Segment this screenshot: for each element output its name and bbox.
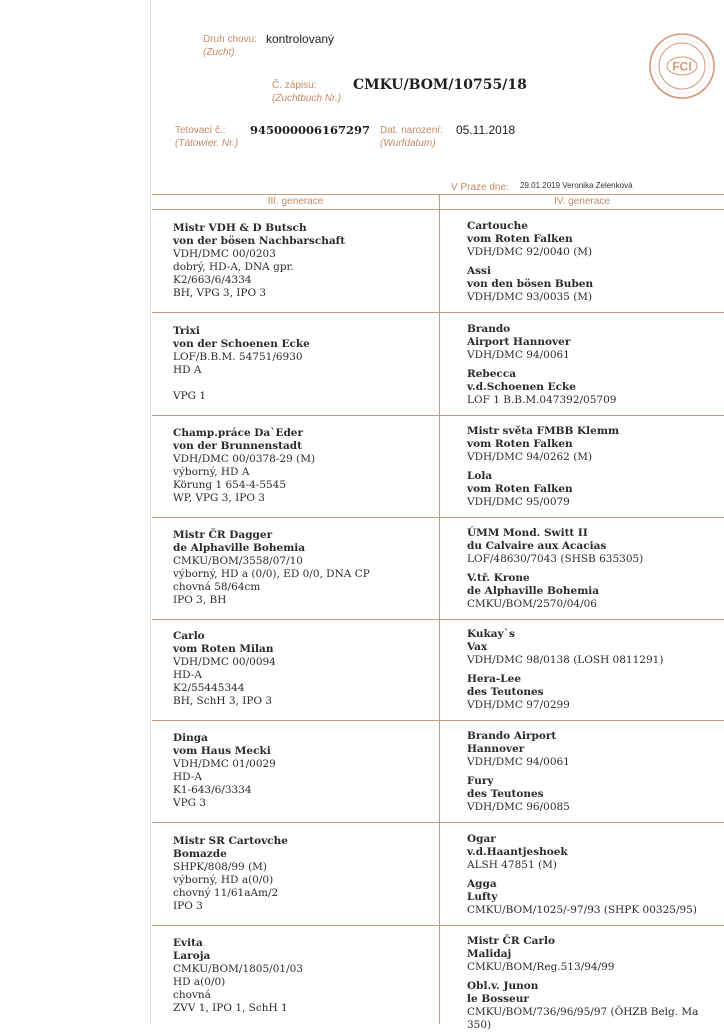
ancestor-name-line: Kukay`s — [467, 628, 515, 640]
ancestor-detail-line: ALSH 47851 (M) — [467, 859, 557, 871]
dog-detail-line: výborný, HD a (0/0), ED 0/0, DNA CP — [173, 568, 370, 580]
dog-name-line: Laroja — [173, 950, 211, 962]
dog-name-line: Carlo — [173, 630, 205, 642]
dog-detail-line: HD-A — [173, 669, 202, 681]
ancestor-name-line: Airport Hannover — [467, 336, 571, 348]
column-divider — [439, 194, 440, 1024]
dog-detail-line: BH, SchH 3, IPO 3 — [173, 695, 273, 707]
third-generation-cell — [173, 529, 433, 607]
dog-detail-line: K2/55445344 — [173, 682, 245, 694]
dog-detail-line: BH, VPG 3, IPO 3 — [173, 287, 267, 299]
ancestor-detail-line: LOF/48630/7043 (SHSB 635305) — [467, 553, 644, 565]
ancestor-name-line: Hera-Lee — [467, 673, 522, 685]
ancestor-name-line: Brando Airport — [467, 730, 557, 742]
ancestor-detail-line: VDH/DMC 92/0040 (M) — [467, 246, 593, 258]
third-generation-cell — [173, 937, 433, 1015]
tattoo-label: Tetovací č.: (Tätowier. Nr.) — [175, 125, 239, 149]
dog-detail-line: VPG 1 — [173, 390, 207, 402]
dog-name-line: Mistr ČR Dagger — [173, 529, 273, 541]
dog-name-line: von der Brunnenstadt — [173, 440, 302, 452]
ancestor-name-line: V.tř. Krone — [467, 572, 530, 584]
row-separator — [152, 517, 724, 518]
third-generation-cell — [173, 325, 433, 403]
ancestor-name-line: Lola — [467, 470, 493, 482]
ancestor-name-line: Ogar — [467, 833, 496, 845]
ancestor-detail-line: VDH/DMC 94/0262 (M) — [467, 451, 593, 463]
ancestor-name-line: v.d.Schoenen Ecke — [467, 381, 576, 393]
dog-detail-line: IPO 3, BH — [173, 594, 227, 606]
ancestor-name-line: Mistr světa FMBB Klemm — [467, 425, 620, 437]
ancestor-name-line: ÚMM Mond. Switt II — [467, 527, 588, 539]
fourth-generation-cell — [467, 833, 721, 917]
ancestor-detail-line: CMKU/BOM/1025/-97/93 (SHPK 00325/95) — [467, 904, 697, 916]
dog-detail-line: chovný 11/61aAm/2 — [173, 887, 279, 899]
fci-seal-icon — [648, 32, 716, 100]
dob-label: Dat. narození: (Wurfdatum) — [380, 125, 443, 149]
ancestor-name-line: Agga — [467, 878, 497, 890]
ancestor-name-line: von den bösen Buben — [467, 278, 594, 290]
dog-name-line: vom Roten Milan — [173, 643, 274, 655]
ancestor-name-line: Assi — [467, 265, 491, 277]
ancestor-name-line: Brando — [467, 323, 511, 335]
ancestor-detail-line: VDH/DMC 94/0061 — [467, 756, 570, 768]
ancestor-detail-line: VDH/DMC 96/0085 — [467, 801, 570, 813]
issued-value: 29.01.2019 Veronika Zelenková — [520, 181, 633, 190]
dog-name-line: von der bösen Nachbarschaft — [173, 235, 346, 247]
ancestor-detail-line: VDH/DMC 98/0138 (LOSH 0811291) — [467, 654, 664, 666]
row-separator — [152, 925, 724, 926]
dob-value: 05.11.2018 — [456, 123, 516, 137]
ancestor-name-line: des Teutones — [467, 686, 544, 698]
row-separator — [152, 822, 724, 823]
ancestor-name-line: vom Roten Falken — [467, 438, 573, 450]
third-generation-cell — [173, 222, 433, 300]
third-generation-cell — [173, 427, 433, 505]
dog-detail-line: VDH/DMC 01/0029 — [173, 758, 276, 770]
row-separator — [152, 619, 724, 620]
third-generation-cell — [173, 835, 433, 913]
ancestor-name-line: des Teutones — [467, 788, 544, 800]
third-generation-cell — [173, 630, 433, 708]
dog-detail-line: výborný, HD a(0/0) — [173, 874, 274, 886]
ancestor-name-line: Fury — [467, 775, 494, 787]
header-bottom-line — [152, 209, 724, 210]
dog-name-line: Trixi — [173, 325, 200, 337]
fourth-generation-header: IV. generace — [554, 196, 610, 207]
breed-type-label: Druh chovu: (Zucht) — [203, 34, 257, 58]
issued-label: V Praze dne: — [451, 182, 509, 193]
dog-detail-line: dobrý, HD-A, DNA gpr. — [173, 261, 294, 273]
page-edge — [150, 0, 151, 1024]
ancestor-name-line: Vax — [467, 641, 488, 653]
ancestor-name-line: le Bosseur — [467, 993, 529, 1005]
dog-detail-line: SHPK/808/99 (M) — [173, 861, 268, 873]
third-generation-cell — [173, 732, 433, 810]
ancestor-name-line: Rebecca — [467, 368, 517, 380]
dog-detail-line — [173, 377, 433, 390]
dog-detail-line: VDH/DMC 00/0094 — [173, 656, 276, 668]
third-generation-header: III. generace — [267, 196, 324, 207]
dog-detail-line: CMKU/BOM/3558/07/10 — [173, 555, 303, 567]
ancestor-name-line: de Alphaville Bohemia — [467, 585, 600, 597]
studbook-number: CMKU/BOM/10755/18 — [353, 77, 527, 93]
row-separator — [152, 415, 724, 416]
dog-detail-line: VDH/DMC 00/0203 — [173, 248, 276, 260]
dog-detail-line: výborný, HD A — [173, 466, 250, 478]
fourth-generation-cell — [467, 220, 721, 304]
dog-detail-line: HD A — [173, 364, 202, 376]
dog-detail-line: VDH/DMC 00/0378-29 (M) — [173, 453, 316, 465]
ancestor-name-line: v.d.Haantjeshoek — [467, 846, 568, 858]
dog-name-line: Champ.práce Da`Eder — [173, 427, 304, 439]
fourth-generation-cell — [467, 935, 721, 1032]
dog-detail-line: Körung 1 654-4-5545 — [173, 479, 287, 491]
fourth-generation-cell — [467, 628, 721, 712]
dog-name-line: Evita — [173, 937, 203, 949]
ancestor-name-line: Malidaj — [467, 948, 512, 960]
breed-type-value: kontrolovaný — [266, 32, 335, 46]
ancestor-detail-line: CMKU/BOM/Reg.513/94/99 — [467, 961, 615, 973]
dog-detail-line: chovná 58/64cm — [173, 581, 261, 593]
ancestor-detail-line: CMKU/BOM/2570/04/06 — [467, 598, 597, 610]
fourth-generation-cell — [467, 323, 721, 407]
dog-detail-line: chovná — [173, 989, 211, 1001]
dog-name-line: Mistr SR Cartovche — [173, 835, 288, 847]
row-separator — [152, 312, 724, 313]
ancestor-detail-line: VDH/DMC 97/0299 — [467, 699, 570, 711]
ancestor-name-line: du Calvaire aux Acacias — [467, 540, 607, 552]
dog-name-line: de Alphaville Bohemia — [173, 542, 306, 554]
ancestor-name-line: Cartouche — [467, 220, 528, 232]
dog-detail-line: HD-A — [173, 771, 202, 783]
dog-name-line: Bomazde — [173, 848, 227, 860]
dog-detail-line: IPO 3 — [173, 900, 203, 912]
dog-detail-line: WP, VPG 3, IPO 3 — [173, 492, 265, 504]
dog-name-line: Dinga — [173, 732, 208, 744]
ancestor-name-line: Obl.v. Junon — [467, 980, 539, 992]
fourth-generation-cell — [467, 730, 721, 814]
fci-seal-text: FCI — [672, 59, 692, 74]
ancestor-name-line: Mistr ČR Carlo — [467, 935, 555, 947]
dog-detail-line: LOF/B.B.M. 54751/6930 — [173, 351, 303, 363]
ancestor-detail-line: VDH/DMC 94/0061 — [467, 349, 570, 361]
dog-detail-line: K2/663/6/4334 — [173, 274, 252, 286]
ancestor-name-line: Hannover — [467, 743, 525, 755]
ancestor-name-line: vom Roten Falken — [467, 483, 573, 495]
ancestor-detail-line: CMKU/BOM/736/96/95/97 (ÖHZB Belg. Ma 350) — [467, 1006, 699, 1031]
dog-name-line: von der Schoenen Ecke — [173, 338, 310, 350]
dog-detail-line: HD a(0/0) — [173, 976, 226, 988]
ancestor-detail-line: LOF 1 B.B.M.047392/05709 — [467, 394, 617, 406]
dog-detail-line: ZVV 1, IPO 1, SchH 1 — [173, 1002, 288, 1014]
dog-detail-line: CMKU/BOM/1805/01/03 — [173, 963, 303, 975]
fourth-generation-cell — [467, 425, 721, 509]
dog-name-line: vom Haus Mecki — [173, 745, 271, 757]
tattoo-number: 945000006167297 — [250, 123, 371, 137]
dog-detail-line: VPG 3 — [173, 797, 207, 809]
dog-name-line: Mistr VDH & D Butsch — [173, 222, 307, 234]
row-separator — [152, 720, 724, 721]
dog-detail-line: K1-643/6/3334 — [173, 784, 252, 796]
ancestor-detail-line: VDH/DMC 93/0035 (M) — [467, 291, 593, 303]
ancestor-name-line: vom Roten Falken — [467, 233, 573, 245]
ancestor-detail-line: VDH/DMC 95/0079 — [467, 496, 570, 508]
studbook-label: Č. zápisu: (Zuchtbuch Nr.) — [272, 80, 342, 104]
fourth-generation-cell — [467, 527, 721, 611]
ancestor-name-line: Lufty — [467, 891, 498, 903]
table-top-line — [152, 194, 724, 195]
